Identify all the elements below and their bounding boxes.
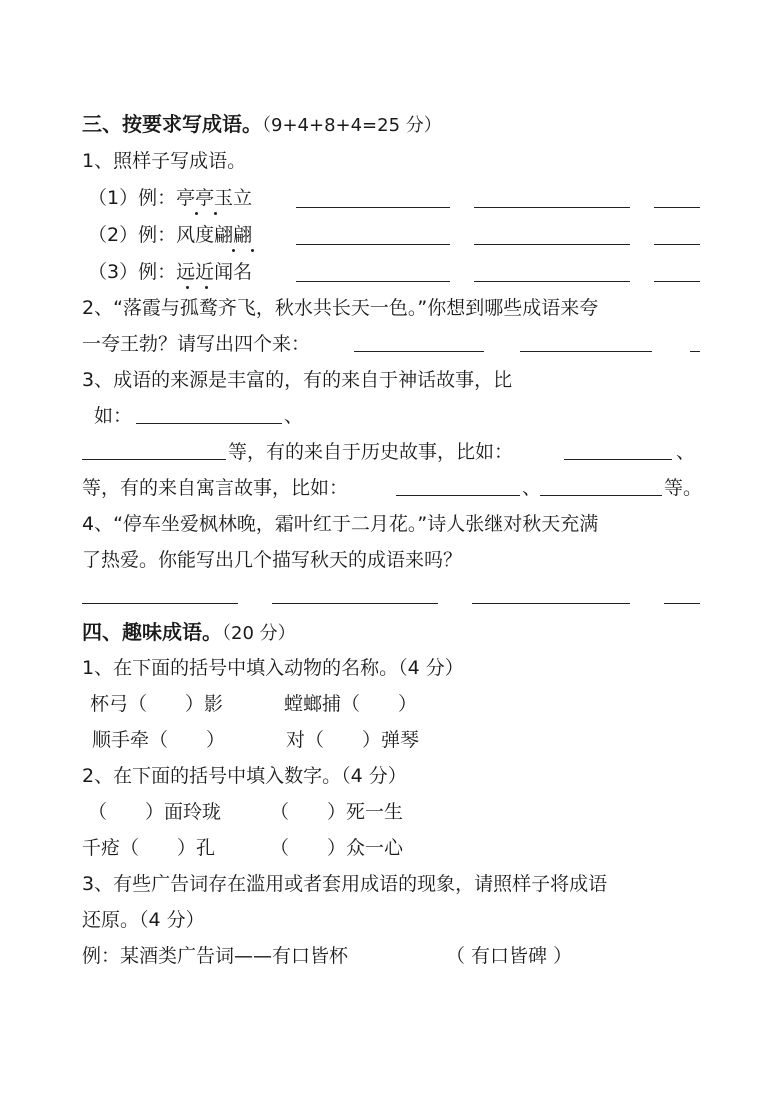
q3-4-line-2: 了热爱。你能写出几个描写秋天的成语来吗？ — [82, 549, 463, 571]
q4-2-row-1 — [82, 796, 702, 828]
q3-1-prompt: 1、照样子写成语。 — [82, 150, 247, 172]
q4-3-line-2: 还原。（4 分） — [82, 909, 205, 931]
q3-1-item-2-label: （2）例：风度翩翩 — [88, 224, 253, 246]
idiom-item[interactable]: 杯弓（ ）影 — [90, 693, 224, 715]
q3-1-item-3 — [82, 256, 702, 288]
answer-blank[interactable] — [272, 603, 438, 604]
q3-2-line-2-text: 一夸王勃？请写出四个来： — [82, 333, 311, 355]
answer-blank[interactable] — [654, 281, 700, 282]
answer-blank[interactable] — [296, 244, 450, 245]
answer-blank[interactable] — [654, 207, 700, 208]
idiom-item[interactable]: （ ）众一心 — [270, 837, 404, 859]
answer-blank[interactable] — [296, 281, 450, 282]
q3-3-line-2-prefix: 如： — [94, 405, 133, 427]
idiom-item[interactable]: （ ）面玲珑 — [88, 801, 222, 823]
q3-3-line-4 — [82, 472, 702, 504]
q4-2-row-2 — [82, 832, 702, 864]
section-3-score: （9+4+8+4=25 分） — [262, 115, 442, 136]
q3-1-item-1-label: （1）例：亭亭玉立 — [88, 187, 253, 209]
q3-3-line-3-sep: 、 — [676, 441, 696, 463]
section-3-title: 三、按要求写成语。 — [82, 112, 262, 136]
q3-3-line-4-text: 等，有的来自寓言故事，比如： — [82, 477, 349, 499]
q3-3-line-4-sep: 、 — [522, 477, 542, 499]
answer-blank[interactable] — [474, 281, 630, 282]
q4-1-row-2 — [82, 724, 702, 756]
q3-2-line-1: 2、“落霞与孤鹜齐飞，秋水共长天一色。”你想到哪些成语来夸 — [82, 297, 599, 319]
answer-blank[interactable] — [474, 207, 630, 208]
q3-3-line-1: 3、成语的来源是丰富的，有的来自于神话故事，比 — [82, 369, 513, 391]
answer-blank[interactable] — [82, 603, 238, 604]
q4-2-prompt: 2、在下面的括号中填入数字。（4 分） — [82, 765, 407, 787]
idiom-item[interactable]: 千疮（ ）孔 — [82, 837, 216, 859]
idiom-item[interactable]: 对（ ）弹琴 — [286, 729, 420, 751]
q3-3-line-2-sep: 、 — [284, 405, 304, 427]
answer-blank[interactable] — [472, 603, 630, 604]
answer-blank[interactable] — [540, 495, 662, 496]
answer-blank[interactable] — [664, 603, 700, 604]
answer-blank[interactable] — [296, 207, 450, 208]
emphasis-dot — [186, 286, 189, 289]
q4-1-prompt: 1、在下面的括号中填入动物的名称。（4 分） — [82, 657, 464, 679]
answer-blank[interactable] — [396, 495, 520, 496]
answer-blank[interactable] — [520, 351, 652, 352]
q3-4-answer-row — [82, 580, 702, 612]
q4-3-example-answer: （ 有口皆碑 ） — [446, 945, 573, 967]
emphasis-dot — [251, 249, 254, 252]
idiom-item[interactable]: 顺手牵（ ） — [92, 729, 226, 751]
emphasis-dot — [232, 249, 235, 252]
answer-blank[interactable] — [690, 351, 700, 352]
answer-blank[interactable] — [354, 351, 484, 352]
section-4-score: （20 分） — [222, 623, 296, 644]
q4-3-line-1: 3、有些广告词存在滥用或者套用成语的现象，请照样子将成语 — [82, 873, 608, 895]
q4-3-example-row — [82, 940, 702, 972]
q3-3-line-3 — [82, 436, 702, 468]
answer-blank[interactable] — [82, 459, 226, 460]
q3-3-line-3-text: 等，有的来自于历史故事，比如： — [228, 441, 514, 463]
answer-blank[interactable] — [654, 244, 700, 245]
answer-blank[interactable] — [474, 244, 630, 245]
q3-3-line-4-end: 等。 — [664, 477, 703, 499]
q3-4-line-1: 4、“停车坐爱枫林晚，霜叶红于二月花。”诗人张继对秋天充满 — [82, 513, 599, 535]
section-3-heading — [82, 108, 702, 140]
q3-2-line-2 — [82, 328, 702, 360]
q4-1-row-1 — [82, 688, 702, 720]
q3-1-item-2 — [82, 219, 702, 251]
q3-3-line-2 — [82, 400, 702, 432]
q3-1-item-1 — [82, 182, 702, 214]
q4-3-example: 例：某酒类广告词——有口皆杯 — [82, 945, 349, 967]
idiom-item[interactable]: 螳螂捕（ ） — [284, 693, 418, 715]
section-4-title: 四、趣味成语。 — [82, 620, 222, 644]
idiom-item[interactable]: （ ）死一生 — [270, 801, 404, 823]
emphasis-dot — [214, 212, 217, 215]
section-4-heading — [82, 616, 702, 648]
emphasis-dot — [195, 212, 198, 215]
emphasis-dot — [205, 286, 208, 289]
answer-blank[interactable] — [136, 423, 282, 424]
answer-blank[interactable] — [564, 459, 672, 460]
q3-1-item-3-label: （3）例：远近闻名 — [88, 261, 253, 283]
